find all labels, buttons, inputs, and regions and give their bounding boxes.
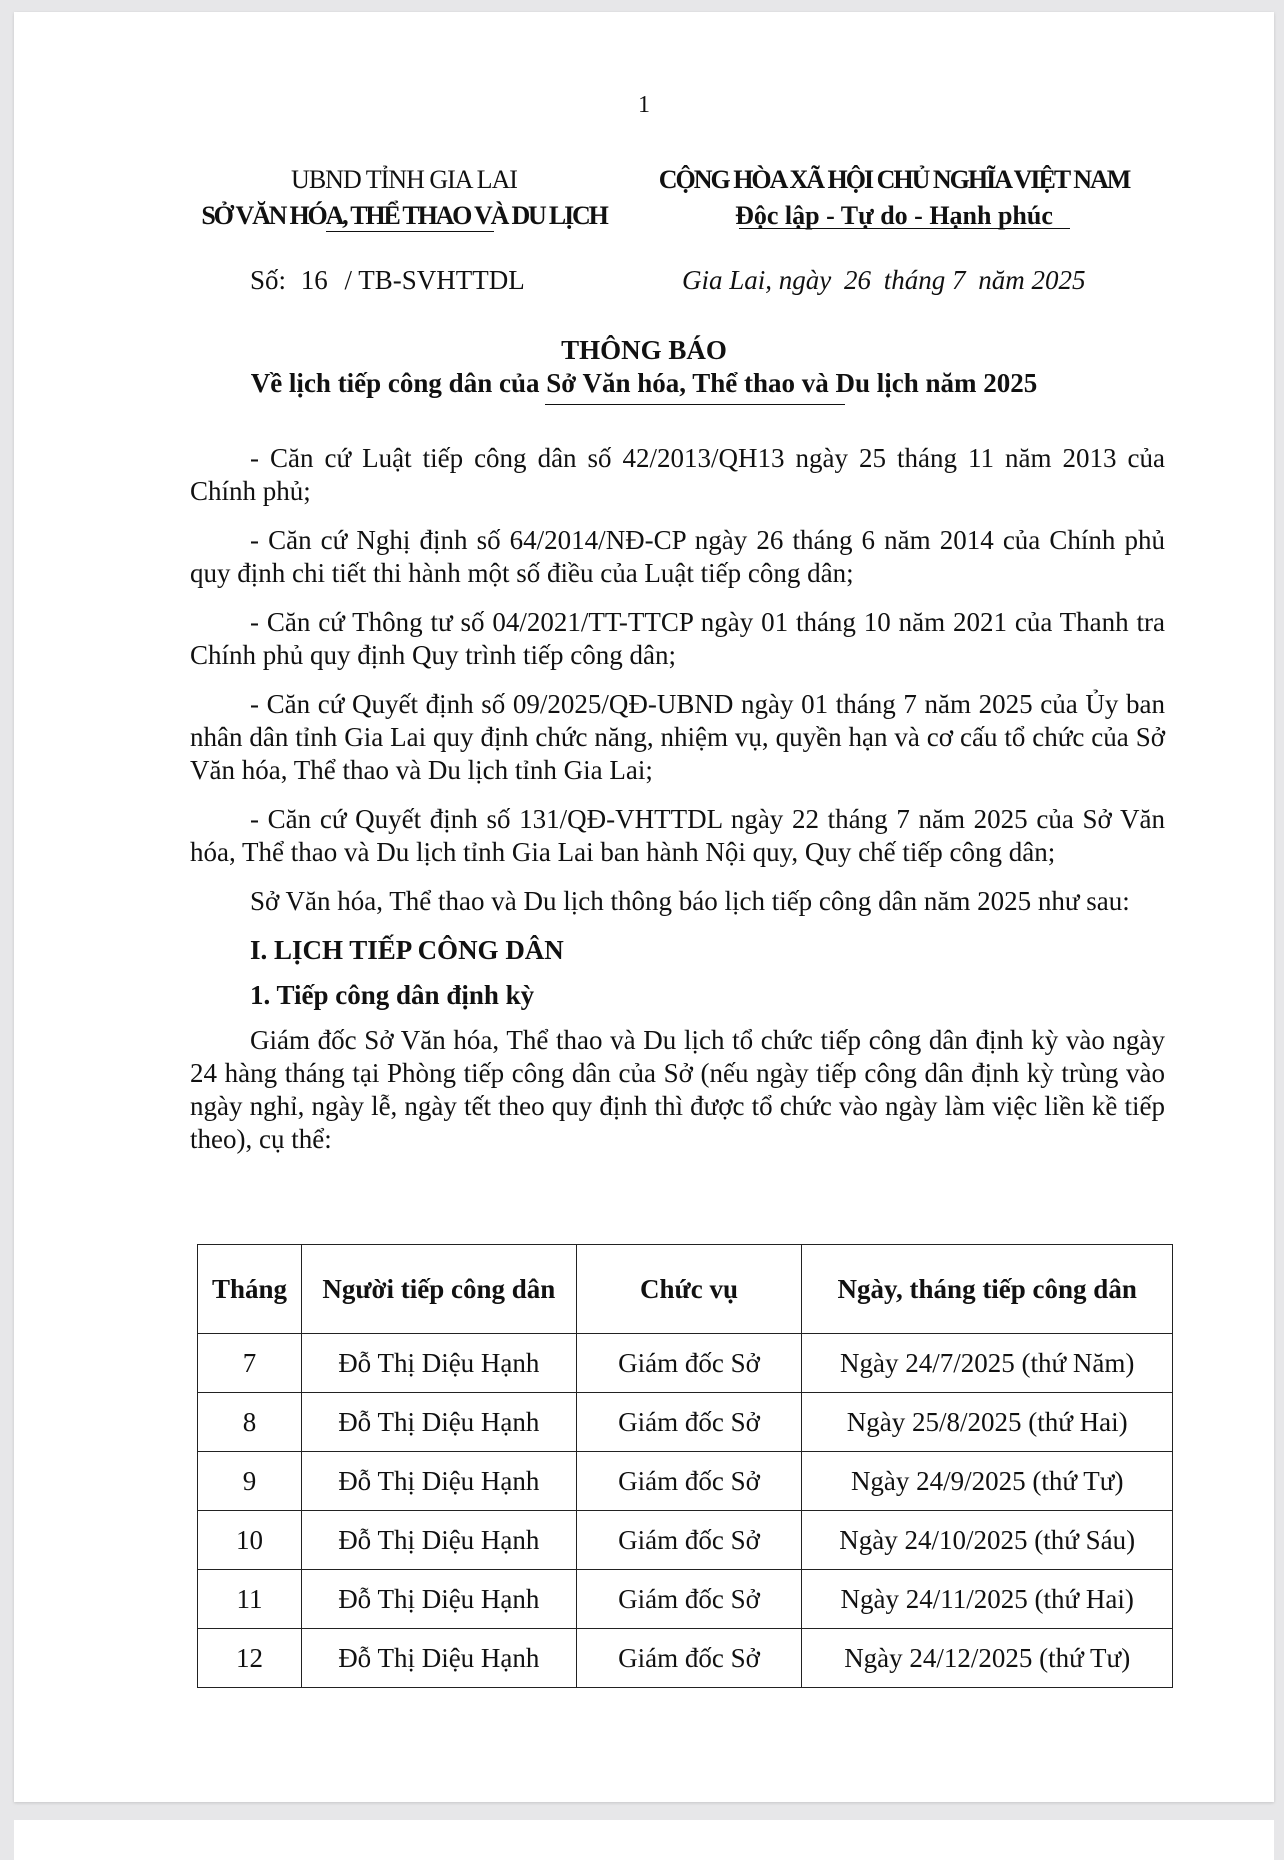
table-cell: Đỗ Thị Diệu Hạnh [301, 1629, 576, 1688]
table-cell: Ngày 25/8/2025 (thứ Hai) [802, 1393, 1173, 1452]
table-cell: Đỗ Thị Diệu Hạnh [301, 1393, 576, 1452]
paragraph: - Căn cứ Quyết định số 09/2025/QĐ-UBND ngày 01 tháng 7 năm 2025 của Ủy ban nhân dân tỉnh Gia Lai quy định chức năng, nhiệm vụ, quyền hạn và cơ cấu tổ chức của Sở Văn hóa, Thể thao và Du lịch tỉnh Gia Lai; [190, 689, 1165, 785]
column-header: Chức vụ [576, 1245, 802, 1334]
paragraph: - Căn cứ Nghị định số 64/2014/NĐ-CP ngày 26 tháng 6 năm 2014 của Chính phủ quy định chi tiết thi hành một số điều của Luật tiếp công dân; [190, 525, 1165, 588]
table-cell: Ngày 24/11/2025 (thứ Hai) [802, 1570, 1173, 1629]
table-cell: Ngày 24/7/2025 (thứ Năm) [802, 1334, 1173, 1393]
table-row [198, 1570, 1173, 1629]
schedule-table [197, 1244, 1173, 1688]
paragraph: Sở Văn hóa, Thể thao và Du lịch thông báo lịch tiếp công dân năm 2025 như sau: [250, 886, 1130, 916]
document-subtitle: Về lịch tiếp công dân của Sở Văn hóa, Thể thao và Du lịch năm 2025 [250, 368, 1038, 398]
agency-name: SỞ VĂN HÓA, THỂ THAO VÀ DU LỊCH [201, 201, 607, 230]
table-row [198, 1511, 1173, 1570]
table-row [198, 1452, 1173, 1511]
table-cell: 8 [198, 1393, 302, 1452]
table-cell: Đỗ Thị Diệu Hạnh [301, 1334, 576, 1393]
table-row [198, 1334, 1173, 1393]
table-cell: 12 [198, 1629, 302, 1688]
doc-number-suffix: / TB-SVHTTDL [344, 265, 525, 295]
place-date-month-label: tháng [883, 265, 946, 295]
next-page-edge [14, 1820, 1274, 1860]
place-date-year: năm 2025 [978, 265, 1086, 295]
table-cell: Ngày 24/12/2025 (thứ Tư) [802, 1629, 1173, 1688]
column-header: Tháng [198, 1245, 302, 1334]
subtitle-underline [545, 404, 845, 405]
section-heading: I. LỊCH TIẾP CÔNG DÂN [250, 935, 564, 965]
agency-parent: UBND TỈNH GIA LAI [291, 165, 517, 194]
table-cell: Giám đốc Sở [576, 1452, 802, 1511]
paragraph: - Căn cứ Quyết định số 131/QĐ-VHTTDL ngày 22 tháng 7 năm 2025 của Sở Văn hóa, Thể thao và Du lịch tỉnh Gia Lai ban hành Nội quy, Quy chế tiếp công dân; [190, 804, 1165, 867]
place-date [682, 265, 1092, 296]
paragraph: Giám đốc Sở Văn hóa, Thể thao và Du lịch tổ chức tiếp công dân định kỳ vào ngày 24 hàng tháng tại Phòng tiếp công dân của Sở (nếu ngày tiếp công dân định kỳ trùng vào ngày nghỉ, ngày lễ, ngày tết theo quy định thì được tổ chức vào ngày làm việc liền kề tiếp theo), cụ thể: [190, 1025, 1165, 1154]
place-date-prefix: Gia Lai, ngày [682, 265, 832, 295]
table-row [198, 1393, 1173, 1452]
place-date-day: 26 [844, 265, 872, 295]
national-header [614, 162, 1174, 234]
paragraph: - Căn cứ Luật tiếp công dân số 42/2013/QH13 ngày 25 tháng 11 năm 2013 của Chính phủ; [190, 443, 1165, 506]
document-page [14, 12, 1274, 1802]
document-number [250, 265, 525, 296]
place-date-month: 7 [952, 265, 966, 295]
table-row [198, 1629, 1173, 1688]
doc-number-prefix: Số: [250, 265, 287, 295]
column-header: Ngày, tháng tiếp công dân [802, 1245, 1173, 1334]
table-cell: Giám đốc Sở [576, 1570, 802, 1629]
table-cell: 11 [198, 1570, 302, 1629]
national-motto: Độc lập - Tự do - Hạnh phúc [735, 201, 1053, 230]
table-cell: Ngày 24/9/2025 (thứ Tư) [802, 1452, 1173, 1511]
table-cell: Giám đốc Sở [576, 1393, 802, 1452]
table-cell: Đỗ Thị Diệu Hạnh [301, 1511, 576, 1570]
agency-header [174, 162, 634, 234]
motto-underline [739, 228, 1070, 229]
agency-underline [326, 231, 494, 232]
table-cell: Ngày 24/10/2025 (thứ Sáu) [802, 1511, 1173, 1570]
table-cell: Đỗ Thị Diệu Hạnh [301, 1452, 576, 1511]
column-header: Người tiếp công dân [301, 1245, 576, 1334]
national-title: CỘNG HÒA XÃ HỘI CHỦ NGHĨA VIỆT NAM [658, 165, 1130, 194]
table-cell: Đỗ Thị Diệu Hạnh [301, 1570, 576, 1629]
page-number: 1 [638, 92, 650, 118]
table-cell: Giám đốc Sở [576, 1511, 802, 1570]
table-cell: 7 [198, 1334, 302, 1393]
document-title: THÔNG BÁO [561, 335, 727, 365]
table-cell: Giám đốc Sở [576, 1334, 802, 1393]
table-cell: 10 [198, 1511, 302, 1570]
doc-number-value: 16 [300, 265, 328, 295]
document-body [190, 442, 1165, 1172]
table-cell: 9 [198, 1452, 302, 1511]
paragraph: - Căn cứ Thông tư số 04/2021/TT-TTCP ngày 01 tháng 10 năm 2021 của Thanh tra Chính phủ quy định Quy trình tiếp công dân; [190, 607, 1165, 670]
subsection-heading: 1. Tiếp công dân định kỳ [250, 980, 535, 1010]
table-cell: Giám đốc Sở [576, 1629, 802, 1688]
table-header-row [198, 1245, 1173, 1334]
